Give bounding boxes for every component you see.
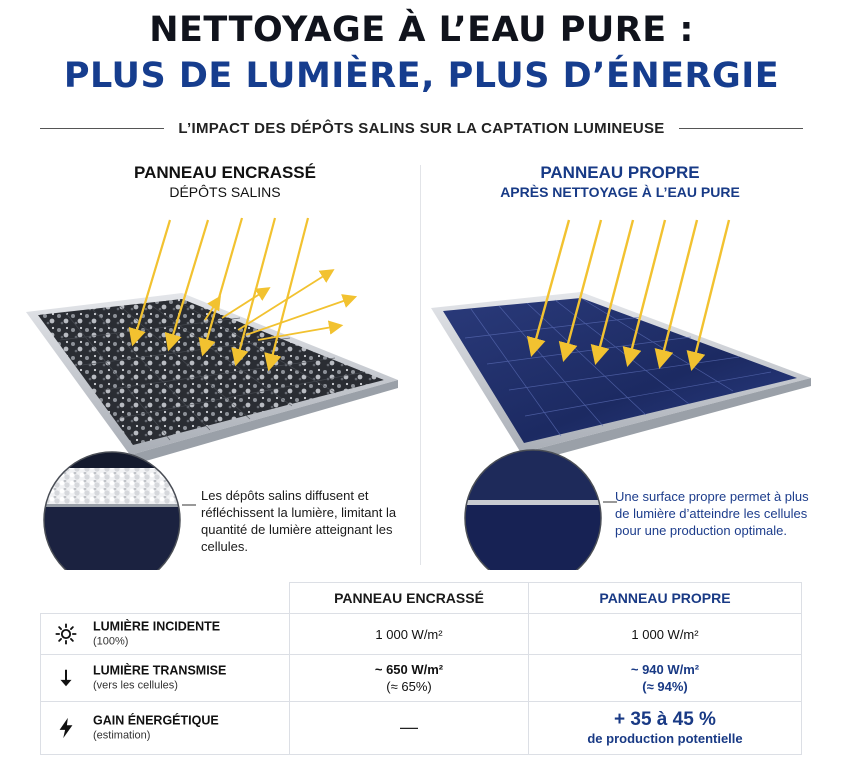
subtitle-rule-right (679, 128, 803, 129)
table-header-blank (41, 583, 290, 614)
cell-clean (529, 614, 802, 655)
table-header-row (41, 583, 802, 614)
cell-clean (529, 702, 802, 755)
cell-clean-pct: (≈ 94%) (642, 679, 688, 694)
table-row (41, 655, 802, 702)
row-label: LUMIÈRE INCIDENTE (93, 619, 221, 634)
clean-caption: Une surface propre permet à plus de lumière d’atteindre les cellules pour une production optimale. (615, 489, 809, 538)
clean-panel-subtitle: APRÈS NETTOYAGE À L’EAU PURE (500, 184, 740, 200)
table-row (41, 702, 802, 755)
dirty-panel-title: PANNEAU ENCRASSÉ (134, 163, 316, 182)
arrow-down-icon (55, 667, 77, 689)
cell-clean (529, 655, 802, 702)
row-detail: (vers les cellules) (93, 679, 178, 692)
cell-clean-value: + 35 à 45 % (614, 709, 716, 730)
table-header-dirty: PANNEAU ENCRASSÉ (290, 583, 529, 614)
row-label: LUMIÈRE TRANSMISE (93, 663, 227, 678)
dirty-panel-cells (38, 299, 384, 445)
row-label-cell (41, 614, 290, 655)
subtitle-row (40, 118, 803, 138)
clean-panel-title: PANNEAU PROPRE (540, 163, 700, 182)
cell-dirty (290, 655, 529, 702)
cell-dirty: 1 000 W/m² (290, 614, 529, 655)
row-label-cell (41, 702, 290, 755)
cell-dirty-pct: (≈ 65%) (386, 679, 432, 694)
main-title-line1: NETTOYAGE À L’EAU PURE : (149, 10, 694, 50)
row-label-cell (41, 655, 290, 702)
cell-dirty-value: — (400, 717, 418, 737)
dirty-caption: Les dépôts salins diffusent et réfléchissent la lumière, limitant la quantité de lumière atteignant les cellules. (201, 488, 397, 554)
table-header-clean: PANNEAU PROPRE (529, 583, 802, 614)
cell-clean-value: ~ 940 W/m² (630, 662, 700, 677)
row-label: GAIN ÉNERGÉTIQUE (93, 713, 219, 728)
sun-icon (55, 623, 77, 645)
cell-clean-note: de production potentielle (587, 731, 743, 746)
clean-closeup (461, 448, 611, 570)
lightning-icon (55, 717, 77, 739)
subtitle: L’IMPACT DES DÉPÔTS SALINS SUR LA CAPTATION LUMINEUSE (178, 119, 665, 137)
main-title-line2: PLUS DE LUMIÈRE, PLUS D’ÉNERGIE (63, 56, 780, 96)
dirty-panel-subtitle: DÉPÔTS SALINS (169, 184, 281, 200)
dirty-panel-heading (25, 162, 425, 202)
cell-dirty (290, 702, 529, 755)
row-detail: (100%) (93, 635, 129, 648)
clean-panel-heading (420, 162, 820, 202)
dirty-closeup (40, 450, 190, 570)
comparison-table (40, 582, 802, 755)
cell-dirty-value: ~ 650 W/m² (374, 662, 444, 677)
cell-clean-value: 1 000 W/m² (631, 626, 699, 642)
row-detail: (estimation) (93, 729, 151, 742)
table-row (41, 614, 802, 655)
subtitle-rule-left (40, 128, 164, 129)
